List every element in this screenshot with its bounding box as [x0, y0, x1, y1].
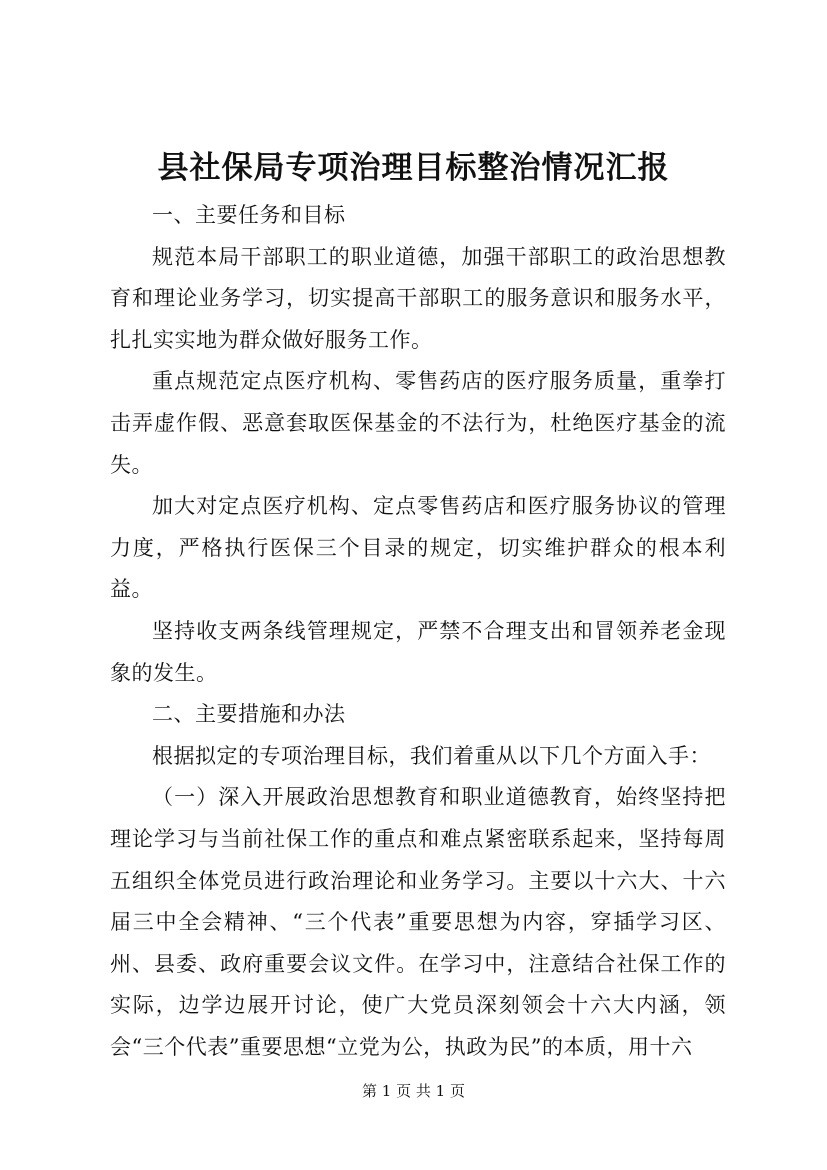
paragraph: 根据拟定的专项治理目标，我们着重从以下几个方面入手：	[152, 743, 711, 768]
section-heading-1: 一、主要任务和目标	[152, 203, 346, 227]
paragraph: 坚持收支两条线管理规定，严禁不合理支出和冒领养老金现象的发生。	[110, 618, 726, 685]
section-heading-2: 二、主要措施和办法	[152, 702, 346, 727]
document-body	[110, 195, 726, 1068]
document-title: 县社保局专项治理目标整治情况汇报	[157, 150, 670, 186]
paragraph: 重点规范定点医疗机构、零售药店的医疗服务质量，重拳打击弄虚作假、恶意套取医保基金的不法行为，杜绝医疗基金的流失。	[110, 369, 726, 477]
paragraph: 加大对定点医疗机构、定点零售药店和医疗服务协议的管理力度，严格执行医保三个目录的规定，切实维护群众的根本利益。	[110, 494, 726, 602]
page-footer: 第 1 页 共 1 页	[362, 1082, 465, 1100]
paragraph: 规范本局干部职工的职业道德，加强干部职工的政治思想教育和理论业务学习，切实提高干部职工的服务意识和服务水平，扎扎实实地为群众做好服务工作。	[110, 244, 726, 352]
paragraph: （一）深入开展政治思想教育和职业道德教育，始终坚持把理论学习与当前社保工作的重点和难点紧密联系起来，坚持每周五组织全体党员进行政治理论和业务学习。主要以十六大、十六届三中全会精神、“三个代表”重要思想为内容，穿插学习区、州、县委、政府重要会议文件。在学习中，注意结合社保工作的实际，边学边展开讨论，使广大党员深刻领会十六大内涵，领会“三个代表”重要思想“立党为公，执政为民”的本质，用十六	[110, 785, 726, 1059]
